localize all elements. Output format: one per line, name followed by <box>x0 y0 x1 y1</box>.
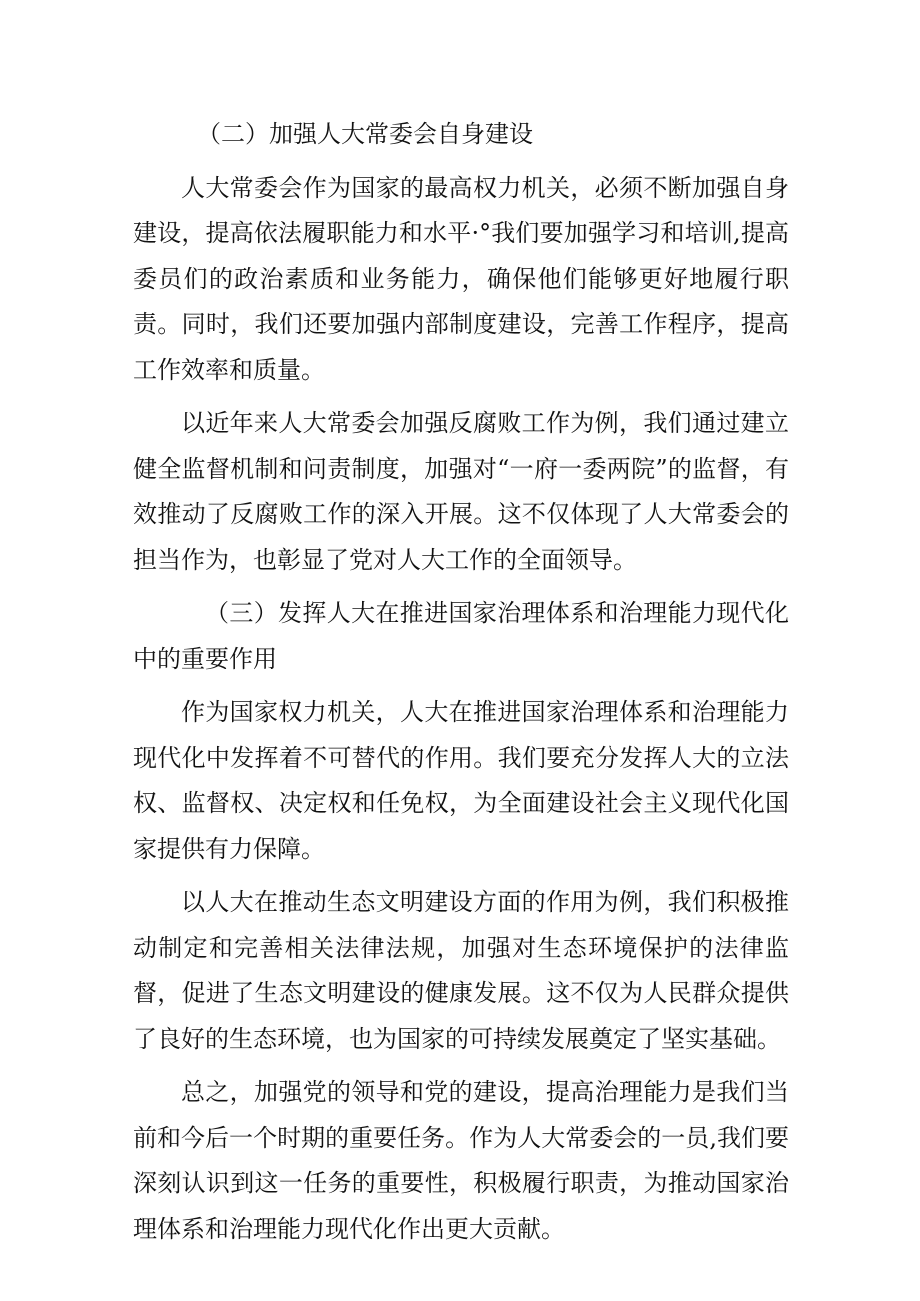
section-heading-2: （二）加强人大常委会自身建设 <box>197 120 533 148</box>
paragraph-3: 作为国家权力机关，人大在推进国家治理体系和治理能力现代化中发挥着不可替代的作用。我们要充分发挥人大的立法权、监督权、决定权和任免权，为全面建设社会主义现代化国家提供有力保障。 <box>133 698 789 863</box>
paragraph-5: 总之，加强党的领导和党的建设，提高治理能力是我们当前和今后一个时期的重要任务。作为人大常委会的一员,我们要深刻认识到这一任务的重要性，积极履行职责，为推动国家治理体系和治理能力现代化作出更大贡献。 <box>133 1078 789 1243</box>
paragraph-2: 以近年来人大常委会加强反腐败工作为例，我们通过建立健全监督机制和问责制度，加强对“一府一委两院”的监督，有效推动了反腐败工作的深入开展。这不仅体现了人大常委会的担当作为，也彰显了党对人大工作的全面领导。 <box>133 409 789 574</box>
paragraph-4: 以人大在推动生态文明建设方面的作用为例，我们积极推动制定和完善相关法律法规，加强对生态环境保护的法律监督，促进了生态文明建设的健康发展。这不仅为人民群众提供了良好的生态环境，也为国家的可持续发展奠定了坚实基础。 <box>133 888 789 1053</box>
document-body <box>133 112 789 1260</box>
section-heading-3: （三）发挥人大在推进国家治理体系和治理能力现代化中的重要作用 <box>133 599 789 673</box>
paragraph-1: 人大常委会作为国家的最高权力机关，必须不断加强自身建设，提高依法履职能力和水平·°我们要加强学习和培训,提高委员们的政治素质和业务能力，确保他们能够更好地履行职责。同时，我们还要加强内部制度建设，完善工作程序，提高工作效率和质量。 <box>133 173 789 384</box>
